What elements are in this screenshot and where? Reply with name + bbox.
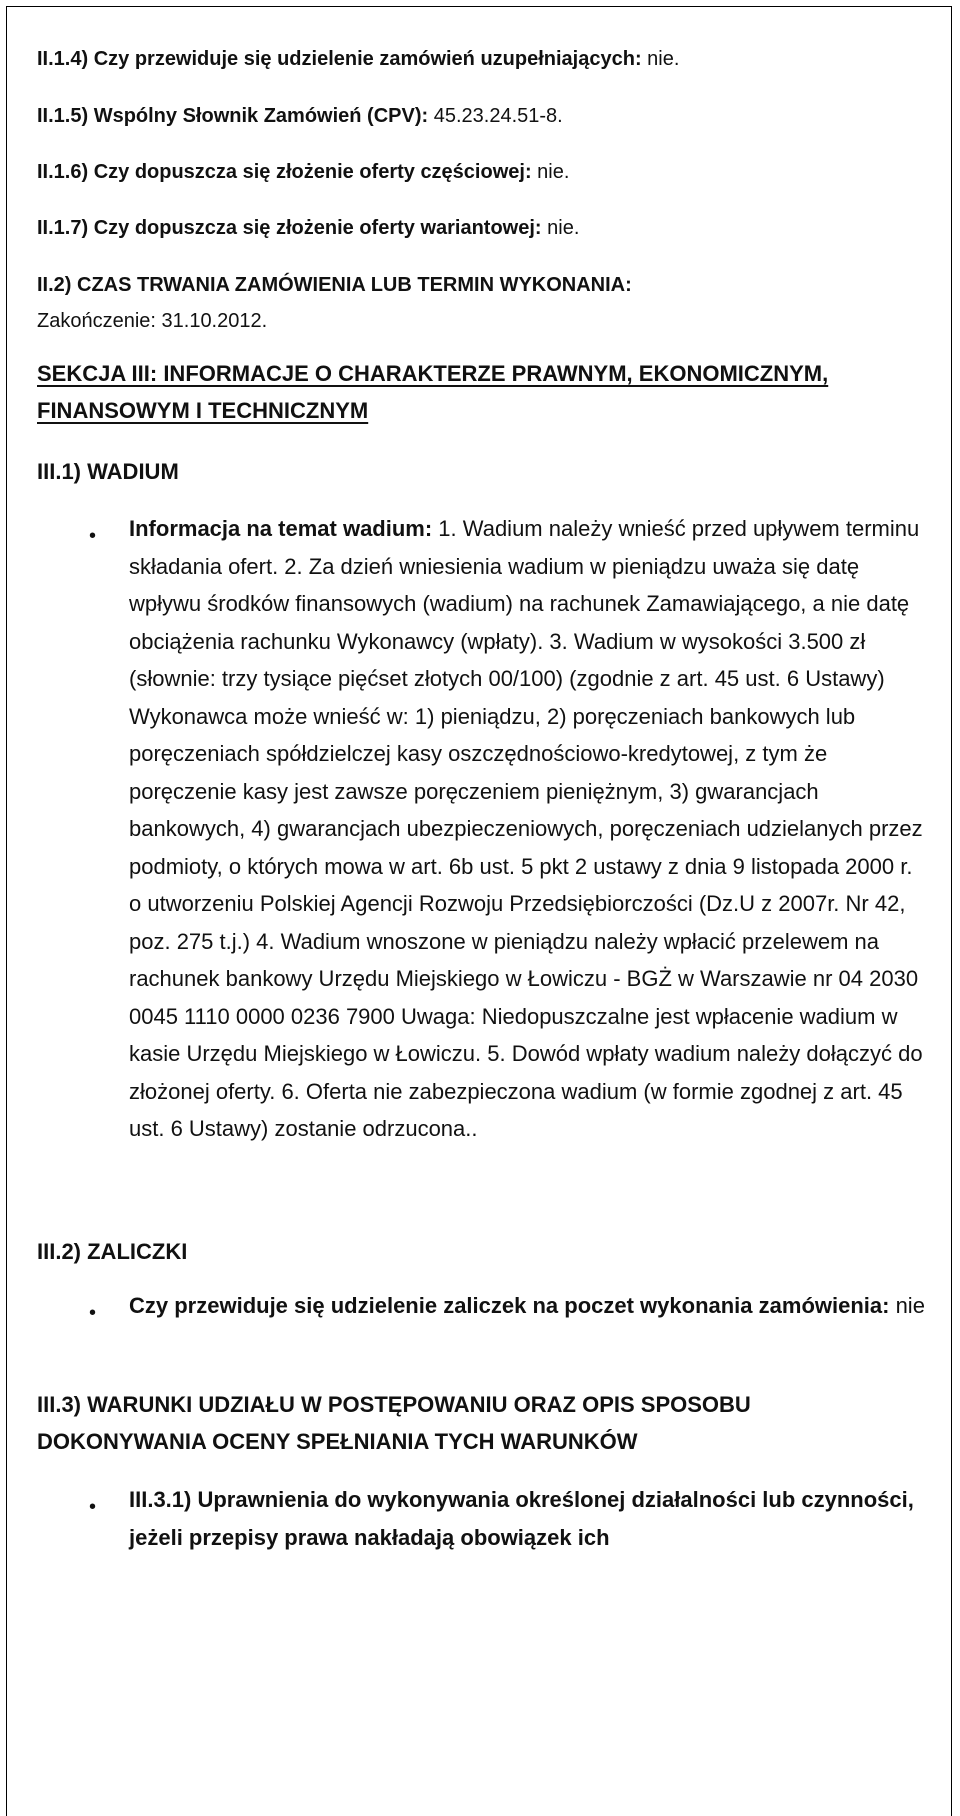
item-value: nie. bbox=[641, 48, 680, 70]
zaliczki-value: nie bbox=[889, 1293, 925, 1318]
item-label: II.1.4) Czy przewiduje się udzielenie zamówień uzupełniających: bbox=[37, 48, 642, 70]
zaliczki-paragraph bbox=[129, 1287, 929, 1325]
zaliczki-heading: III.2) ZALICZKI bbox=[37, 1239, 188, 1264]
warunki-item: III.3.1) Uprawnienia do wykonywania określonej działalności lub czynności, jeżeli przepisy prawa nakładają obowiązek ich bbox=[129, 1487, 914, 1550]
wadium-heading: III.1) WADIUM bbox=[37, 459, 179, 484]
bullet-icon: • bbox=[89, 1496, 97, 1518]
item-ii-2-value: Zakończenie: 31.10.2012. bbox=[37, 310, 268, 332]
wadium-paragraph bbox=[129, 510, 929, 1148]
zaliczki-label: Czy przewiduje się udzielenie zaliczek na poczet wykonania zamówienia: bbox=[129, 1293, 890, 1318]
section-iii-title: SEKCJA III: INFORMACJE O CHARAKTERZE PRAWNYM, EKONOMICZNYM, bbox=[37, 361, 829, 386]
item-label: II.1.7) Czy dopuszcza się złożenie oferty wariantowej: bbox=[37, 217, 542, 239]
item-label: II.2) CZAS TRWANIA ZAMÓWIENIA LUB TERMIN WYKONANIA: bbox=[37, 274, 632, 296]
item-value: nie. bbox=[541, 217, 580, 239]
bullet-icon: • bbox=[89, 1302, 97, 1324]
wadium-label: Informacja na temat wadium: bbox=[129, 516, 433, 541]
item-ii-1-6 bbox=[37, 154, 569, 190]
item-value: nie. bbox=[531, 161, 570, 183]
section-iii-title-line2: FINANSOWYM I TECHNICZNYM bbox=[37, 398, 369, 423]
warunki-heading: III.3) WARUNKI UDZIAŁU W POSTĘPOWANIU ORAZ OPIS SPOSOBU bbox=[37, 1392, 751, 1417]
item-ii-2-heading bbox=[37, 267, 632, 303]
item-ii-1-5 bbox=[37, 98, 563, 134]
document-page bbox=[6, 6, 952, 1816]
wadium-text: 1. Wadium należy wnieść przed upływem terminu składania ofert. 2. Za dzień wniesienia wadium w pieniądzu uważa się datę wpływu środków finansowych (wadium) na rachunek Zamawiającego, a nie datę obciążenia rachunku Wykonawcy (wpłaty). 3. Wadium w wysokości 3.500 zł (słownie: trzy tysiące pięćset złotych 00/100) (zgodnie z art. 45 ust. 6 Ustawy) Wykonawca może wnieść w: 1) pieniądzu, 2) poręczeniach bankowych lub poręczeniach spółdzielczej kasy oszczędnościowo-kredytowej, z tym że poręczenie kasy jest zawsze poręczeniem pieniężnym, 3) gwarancjach bankowych, 4) gwarancjach ubezpieczeniowych, poręczeniach udzielanych przez podmioty, o których mowa w art. 6b ust. 5 pkt 2 ustawy z dnia 9 listopada 2000 r. o utworzeniu Polskiej Agencji Rozwoju Przedsiębiorczości (Dz.U z 2007r. Nr 42, poz. 275 t.j.) 4. Wadium wnoszone w pieniądzu należy wpłacić przelewem na rachunek bankowy Urzędu Miejskiego w Łowiczu - BGŻ w Warszawie nr 04 2030 0045 1110 0000 0236 7900 Uwaga: Niedopuszczalne jest wpłacenie wadium w kasie Urzędu Miejskiego w Łowiczu. 5. Dowód wpłaty wadium należy dołączyć do złożonej oferty. 6. Oferta nie zabezpieczona wadium (w formie zgodnej z art. 45 ust. 6 Ustawy) zostanie odrzucona.. bbox=[129, 516, 923, 1141]
item-ii-1-4 bbox=[37, 41, 679, 77]
item-value: 45.23.24.51-8. bbox=[428, 105, 563, 127]
warunki-heading-line2: DOKONYWANIA OCENY SPEŁNIANIA TYCH WARUNKÓW bbox=[37, 1429, 638, 1454]
item-ii-1-7 bbox=[37, 210, 579, 246]
item-label: II.1.5) Wspólny Słownik Zamówień (CPV): bbox=[37, 105, 429, 127]
bullet-icon: • bbox=[89, 525, 97, 547]
item-label: II.1.6) Czy dopuszcza się złożenie oferty częściowej: bbox=[37, 161, 532, 183]
